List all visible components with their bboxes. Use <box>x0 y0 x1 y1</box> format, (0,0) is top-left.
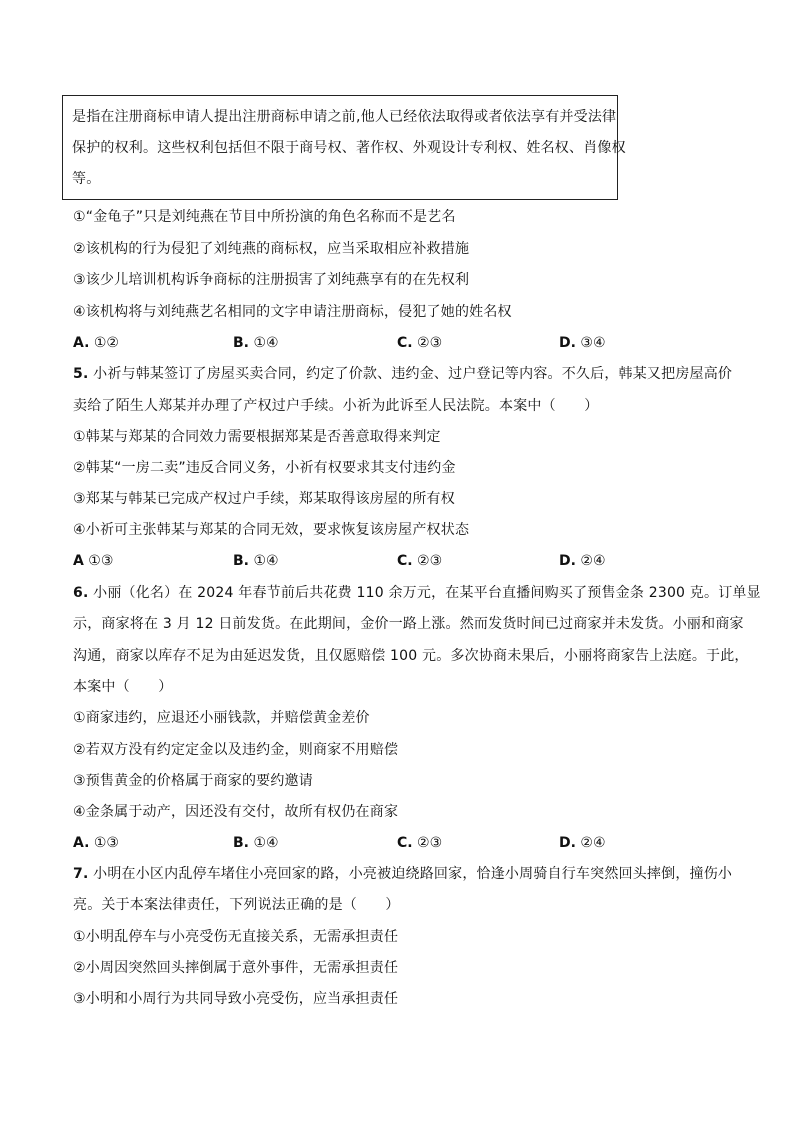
question-number: 7. <box>73 866 89 882</box>
q4-option-c[interactable]: C. ②③ <box>397 335 443 351</box>
q7-statement-1: ①小明乱停车与小亮受伤无直接关系，无需承担责任 <box>73 929 399 945</box>
q4-statement-4: ④该机构将与刘纯燕艺名相同的文字申请注册商标，侵犯了她的姓名权 <box>73 304 512 320</box>
q6-stem-line-3: 沟通，商家以库存不足为由延迟发货，且仅愿赔偿 100 元。多次协商未果后，小丽将商家告上法庭。于此， <box>73 648 749 664</box>
q4-statement-3: ③该少儿培训机构诉争商标的注册损害了刘纯燕享有的在先权利 <box>73 272 470 288</box>
q6-statement-2: ②若双方没有约定定金以及违约金，则商家不用赔偿 <box>73 742 399 758</box>
q5-option-b[interactable]: B. ①④ <box>233 553 279 569</box>
q6-statement-3: ③预售黄金的价格属于商家的要约邀请 <box>73 773 313 789</box>
q5-option-d[interactable]: D. ②④ <box>559 553 606 569</box>
q6-option-a[interactable]: A. ①③ <box>73 835 119 851</box>
q7-statement-2: ②小周因突然回头摔倒属于意外事件，无需承担责任 <box>73 960 399 976</box>
q6-option-b[interactable]: B. ①④ <box>233 835 279 851</box>
question-number: 5. <box>73 366 89 382</box>
q4-option-d[interactable]: D. ③④ <box>559 335 606 351</box>
definition-line: 等。 <box>72 171 101 187</box>
definition-line: 保护的权利。这些权利包括但不限于商号权、著作权、外观设计专利权、姓名权、肖像权 <box>72 140 626 156</box>
q6-option-c[interactable]: C. ②③ <box>397 835 443 851</box>
q5-option-a[interactable]: A ①③ <box>73 553 114 569</box>
q5-statement-3: ③郑某与韩某已完成产权过户手续，郑某取得该房屋的所有权 <box>73 491 455 507</box>
q4-option-b[interactable]: B. ①④ <box>233 335 279 351</box>
q5-statement-4: ④小祈可主张韩某与郑某的合同无效，要求恢复该房屋产权状态 <box>73 522 470 538</box>
question-number: 6. <box>73 585 89 601</box>
q5-stem-line-1: 5. 小祈与韩某签订了房屋买卖合同，约定了价款、违约金、过户登记等内容。不久后，韩某又把房屋高价 <box>73 366 733 382</box>
q6-stem-line-2: 示，商家将在 3 月 12 日前发货。在此期间，金价一路上涨。然而发货时间已过商家并未发货。小丽和商家 <box>73 616 744 632</box>
q4-option-a[interactable]: A. ①② <box>73 335 119 351</box>
q4-statement-2: ②该机构的行为侵犯了刘纯燕的商标权，应当采取相应补救措施 <box>73 241 470 257</box>
q5-statement-1: ①韩某与郑某的合同效力需要根据郑某是否善意取得来判定 <box>73 429 441 445</box>
q6-statement-4: ④金条属于动产，因还没有交付，故所有权仍在商家 <box>73 804 399 820</box>
q4-statement-1: ①“金龟子”只是刘纯燕在节目中所扮演的角色名称而不是艺名 <box>73 209 456 225</box>
definition-line: 是指在注册商标申请人提出注册商标申请之前,他人已经依法取得或者依法享有并受法律 <box>72 109 617 125</box>
definition-box <box>62 95 626 200</box>
q6-option-d[interactable]: D. ②④ <box>559 835 606 851</box>
q7-stem-line-2: 亮。关于本案法律责任，下列说法正确的是（ ） <box>73 897 400 913</box>
q6-stem-line-4: 本案中（ ） <box>73 679 173 695</box>
q5-option-c[interactable]: C. ②③ <box>397 553 443 569</box>
q5-statement-2: ②韩某“一房二卖”违反合同义务，小祈有权要求其支付违约金 <box>73 460 456 476</box>
q7-statement-3: ③小明和小周行为共同导致小亮受伤，应当承担责任 <box>73 991 399 1007</box>
q6-statement-1: ①商家违约，应退还小丽钱款，并赔偿黄金差价 <box>73 710 370 726</box>
q6-stem-line-1: 6. 小丽（化名）在 2024 年春节前后共花费 110 余万元，在某平台直播间购买了预售金条 2300 克。订单显 <box>73 585 761 601</box>
q5-stem-line-2: 卖给了陌生人郑某并办理了产权过户手续。小祈为此诉至人民法院。本案中（ ） <box>73 398 599 414</box>
q7-stem-line-1: 7. 小明在小区内乱停车堵住小亮回家的路，小亮被迫绕路回家，恰逢小周骑自行车突然回头摔倒，撞伤小 <box>73 866 733 882</box>
